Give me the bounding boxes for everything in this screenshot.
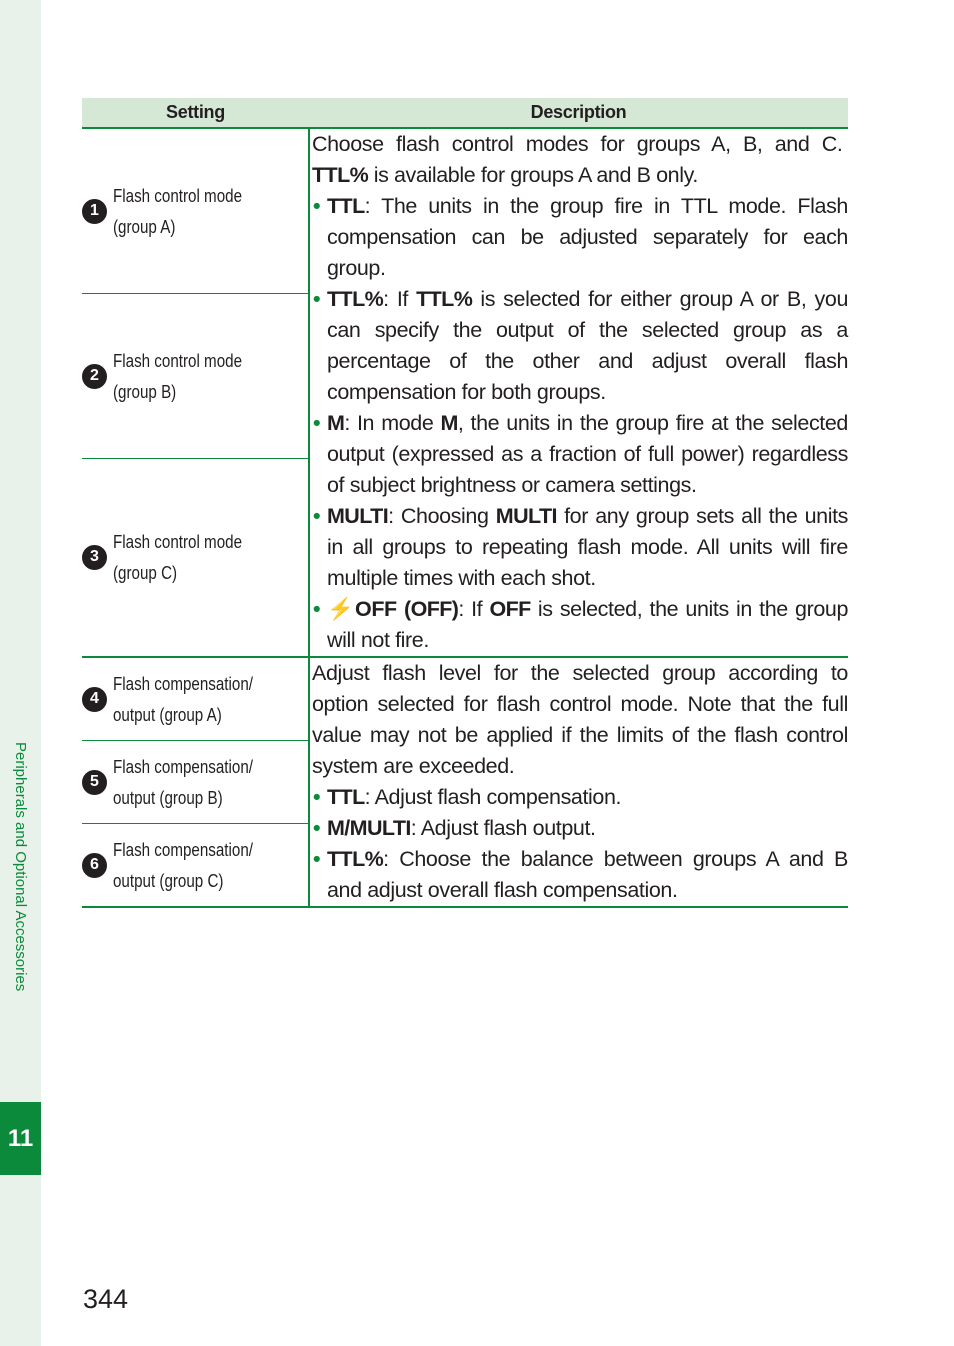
setting-label — [113, 526, 252, 588]
number-badge: 5 — [82, 770, 107, 795]
number-badge: 1 — [82, 199, 107, 224]
list-item: • TTL: Adjust flash compensation. — [313, 785, 622, 809]
setting-label-line: Flash control mode — [113, 185, 243, 207]
setting-label-line: output (group B) — [113, 787, 223, 808]
table-row — [82, 128, 848, 294]
setting-label-line: output (group A) — [113, 704, 222, 725]
setting-cell — [82, 741, 309, 824]
setting-label-line: Flash compensation/ — [113, 673, 253, 694]
option-list — [312, 782, 848, 906]
setting-label-line: Flash compensation/ — [113, 839, 253, 860]
number-badge: 4 — [82, 687, 107, 712]
description-cell — [309, 657, 848, 907]
chapter-title: Peripherals and Optional Accessories — [12, 742, 29, 992]
list-item: • TTL%: Choose the balance between groups A and B and adjust overall flash compensation. — [313, 847, 848, 902]
description-intro: Choose flash control modes for groups A, B, and C. TTL% is available for groups A and B only. — [312, 132, 843, 187]
setting-cell — [82, 458, 309, 657]
setting-column-header: Setting — [82, 98, 309, 128]
settings-table — [82, 98, 848, 908]
list-item: • M: In mode M, the units in the group fire at the selected output (expressed as a fraction of full power) regardless of subject brightness or camera settings. — [313, 411, 848, 497]
setting-cell — [82, 128, 309, 294]
setting-cell — [82, 824, 309, 908]
description-cell — [309, 128, 848, 657]
table-row — [82, 657, 848, 741]
setting-cell — [82, 657, 309, 741]
description-intro: Adjust flash level for the selected group according to option selected for flash control mode. Note that the full value may not be applied if the limits of the flash control system are exceeded. — [312, 661, 848, 778]
number-badge: 3 — [82, 545, 107, 570]
setting-label-line: (group A) — [113, 216, 176, 238]
setting-cell — [82, 294, 309, 458]
number-badge: 6 — [82, 853, 107, 878]
list-item: • MULTI: Choosing MULTI for any group sets all the units in all groups to repeating flash mode. All units will fire multiple times with each shot. — [313, 504, 849, 590]
setting-label-line: output (group C) — [113, 870, 224, 891]
setting-label — [113, 751, 252, 813]
setting-label-line: Flash compensation/ — [113, 756, 253, 777]
table-header-row — [82, 98, 848, 128]
list-item: • ⚡OFF (OFF): If OFF is selected, the units in the group will not fire. — [313, 597, 849, 652]
setting-label — [113, 345, 252, 407]
number-badge: 2 — [82, 364, 107, 389]
list-item: • TTL: The units in the group fire in TTL mode. Flash compensation can be adjusted separately for each group. — [313, 194, 848, 280]
setting-label — [113, 834, 252, 896]
setting-label-line: Flash control mode — [113, 350, 243, 372]
setting-label-line: Flash control mode — [113, 531, 243, 553]
page-number: 344 — [83, 1284, 129, 1314]
list-item: • M/MULTI: Adjust flash output. — [313, 816, 596, 840]
setting-label — [113, 668, 252, 730]
option-list — [312, 191, 848, 656]
description-column-header: Description — [309, 98, 848, 128]
flash-off-icon: ⚡OFF — [327, 597, 397, 621]
list-item: • TTL%: If TTL% is selected for either group A or B, you can specify the output of the selected group as a percentage of the other and adjust overall flash compensation for both groups. — [313, 287, 849, 404]
setting-label-line: (group B) — [113, 381, 177, 403]
setting-label — [113, 180, 252, 242]
chapter-number-tab: 11 — [0, 1102, 41, 1175]
setting-label-line: (group C) — [113, 562, 178, 584]
